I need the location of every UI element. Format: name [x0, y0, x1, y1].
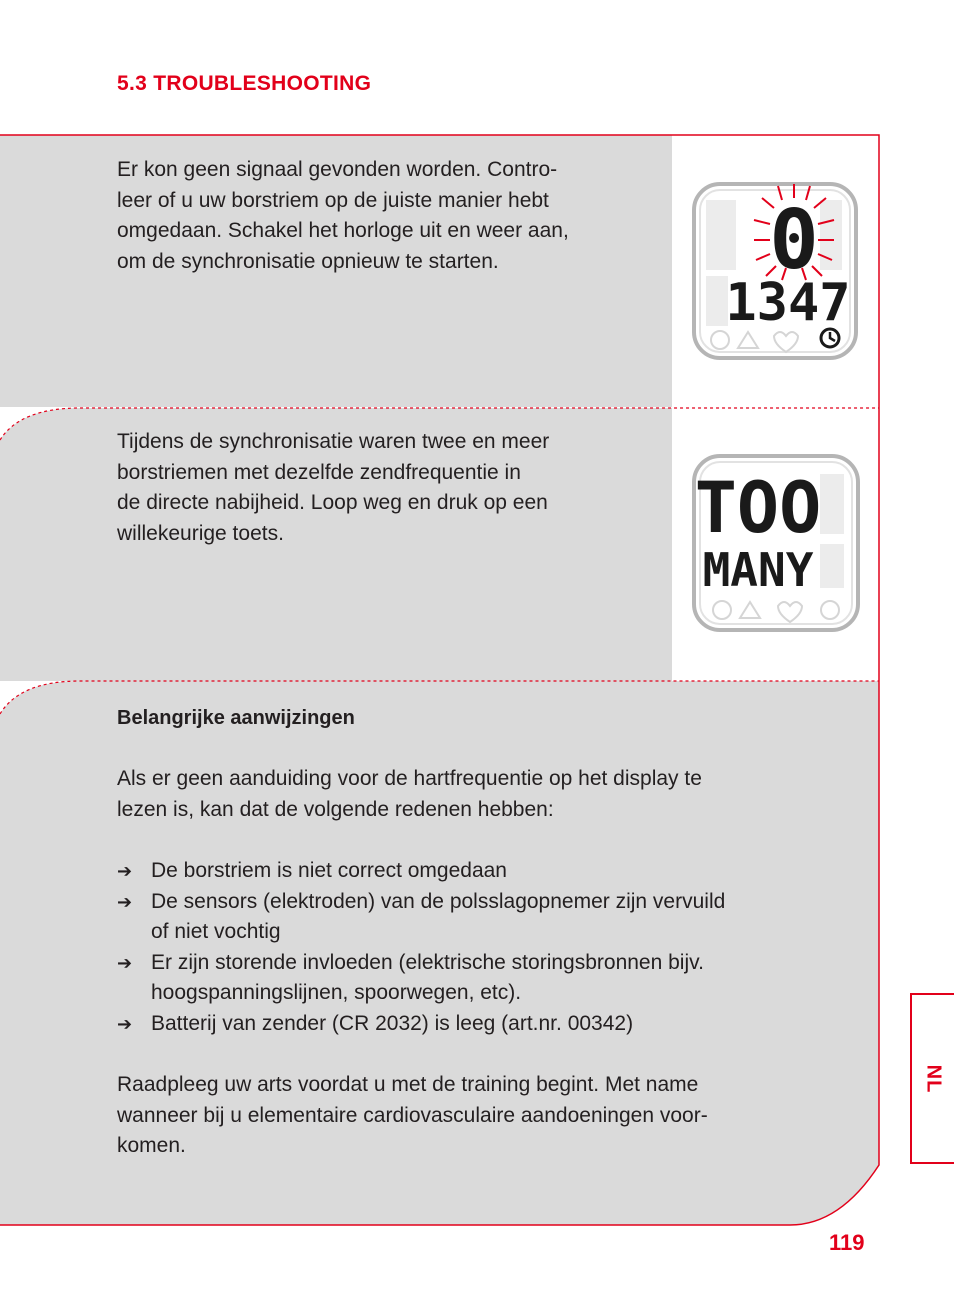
panel-2-text	[117, 427, 657, 549]
important-notes	[117, 703, 817, 1162]
watch-display-too-many	[690, 452, 862, 634]
section-title: 5.3 TROUBLESHOOTING	[117, 72, 372, 95]
panel-1-text	[117, 155, 657, 277]
arrow-right-icon: ➔	[117, 1013, 133, 1034]
arrow-right-icon: ➔	[117, 860, 133, 881]
text-line: Raadpleeg uw arts voordat u met de training begint. Met name	[117, 1073, 699, 1097]
text-line: lezen is, kan dat de volgende redenen hebben:	[117, 797, 554, 821]
text-line: Als er geen aanduiding voor de hartfrequentie op het display te	[117, 767, 702, 791]
list-item: ➔ De sensors (elektroden) van de polsslagopnemer zijn vervuild of niet vochtig	[117, 887, 817, 948]
display-top-value: 0	[769, 193, 819, 288]
reasons-list	[117, 856, 817, 1040]
watch-display-no-signal	[690, 180, 860, 362]
text-line: de directe nabijheid. Loop weg en druk op een	[117, 491, 548, 515]
arrow-right-icon: ➔	[117, 891, 133, 912]
page-number: 119	[829, 1230, 865, 1255]
text-line: Tijdens de synchronisatie waren twee en meer	[117, 430, 550, 453]
text-line: komen.	[117, 1134, 186, 1158]
notes-intro	[117, 764, 817, 825]
language-tab-label: NL	[922, 1064, 945, 1093]
display-top-value: TOO	[694, 467, 822, 549]
text-line: Er kon geen signaal gevonden worden. Contro-	[117, 158, 558, 181]
text-line: om de synchronisatie opnieuw te starten.	[117, 249, 499, 273]
arrow-right-icon: ➔	[117, 952, 133, 973]
list-item: ➔ Batterij van zender (CR 2032) is leeg (art.nr. 00342)	[117, 1009, 817, 1040]
text-line: willekeurige toets.	[117, 521, 284, 545]
display-bottom-value: MANY	[702, 543, 814, 597]
list-item: ➔ De borstriem is niet correct omgedaan	[117, 856, 817, 887]
text-line: borstriemen met dezelfde zendfrequentie in	[117, 460, 521, 484]
text-line: omgedaan. Schakel het horloge uit en weer aan,	[117, 219, 569, 243]
text-line: leer of u uw borstriem op de juiste manier hebt	[117, 188, 549, 212]
display-bottom-value: 1347	[725, 273, 851, 333]
text-line: wanneer bij u elementaire cardiovasculaire aandoeningen voor-	[117, 1103, 708, 1127]
language-tab	[910, 993, 954, 1164]
list-item: ➔ Er zijn storende invloeden (elektrische storingsbronnen bijv. hoogspanningslijnen, spoorwegen, etc).	[117, 948, 817, 1009]
notes-closing	[117, 1070, 817, 1162]
notes-heading: Belangrijke aanwijzingen	[117, 707, 355, 729]
